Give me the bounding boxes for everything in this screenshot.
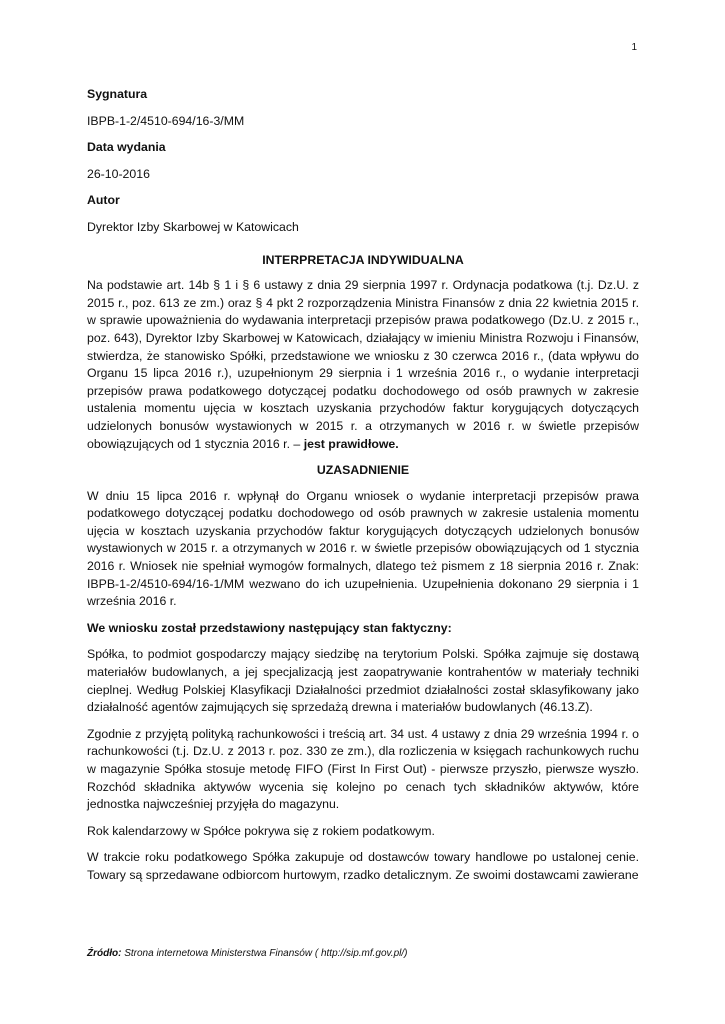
document-title: INTERPRETACJA INDYWIDUALNA [262, 252, 464, 267]
intro-text: Na podstawie art. 14b § 1 i § 6 ustawy z dnia 29 sierpnia 1997 r. Ordynacja podatkowa (t.j. Dz.U. z 2015 r., poz. 613 ze zm.) oraz § 4 pkt 2 rozporządzenia Ministra Finansów z dnia 22 kwietnia 2015 r. w sprawie upoważnienia do wydawania interpretacji przepisów prawa podatkowego (Dz.U. z 2015 r., poz. 643), Dyrektor Izby Skarbowej w Katowicach, działający w imieniu Ministra Rozwoju i Finansów, stwierdza, że stanowisko Spółki, przedstawione we wniosku z 30 czerwca 2016 r., (data wpływu do Organu 15 lipca 2016 r.), uzupełnionym 29 sierpnia i 1 września 2016 r., o wydanie interpretacji przepisów prawa podatkowego dotyczącej podatku dochodowego od osób prawnych w zakresie ustalenia momentu ujęcia w kosztach uzyskania przychodów faktur korygujących dotyczących udzielonych bonusów wystawionych w 2015 r. a otrzymanych w 2016 r. w świetle przepisów obowiązujących od 1 stycznia 2016 r. – [87, 278, 639, 451]
author-value: Dyrektor Izby Skarbowej w Katowicach [87, 219, 299, 234]
page-number: 1 [631, 42, 637, 53]
signature-label: Sygnatura [87, 87, 148, 101]
facts-heading: We wniosku został przedstawiony następujący stan faktyczny: [87, 620, 452, 635]
signature-value: IBPB-1-2/4510-694/16-3/MM [87, 113, 245, 128]
page-footer [87, 948, 407, 959]
paragraph-accounting: Zgodnie z przyjętą polityką rachunkowości i treścią art. 34 ust. 4 ustawy z dnia 29 września 1994 r. o rachunkowości (t.j. Dz.U. z 2013 r. poz. 330 ze zm.), dla rozliczenia w księgach rachunkowych ruchu w magazynie Spółka stosuje metodę FIFO (First In First Out) - pierwsze przyszło, pierwsze wyszło. Rozchód składnika aktywów wycenia się kolejno po cenach tych składników aktywów, które jednostka najwcześniej przyjęła do magazynu. [87, 726, 639, 812]
intro-paragraph [87, 277, 639, 453]
footer-source-text: Strona internetowa Ministerstwa Finansów ( http://sip.mf.gov.pl/) [121, 948, 408, 959]
verdict-text: jest prawidłowe. [303, 436, 399, 451]
paragraph-company: Spółka, to podmiot gospodarczy mający siedzibę na terytorium Polski. Spółka zajmuje się dostawą materiałów budowlanych, a jej specjalizacją jest zaopatrywanie kontrahentów w materiały techniki cieplnej. Według Polskiej Klasyfikacji Działalności przedmiot działalności został sklasyfikowany jako działalność agentów zajmujących się sprzedażą drewna i materiałów budowlanych (46.13.Z). [87, 647, 639, 715]
justification-title: UZASADNIENIE [316, 463, 410, 478]
date-value: 26-10-2016 [87, 166, 150, 181]
paragraph-purchases: W trakcie roku podatkowego Spółka zakupuje od dostawców towary handlowe po ustalonej cenie. Towary są sprzedawane odbiorcom hurtowym, rzadko detalicznym. Ze swoimi dostawcami zawierane [87, 850, 639, 882]
date-label: Data wydania [87, 140, 166, 155]
document-body [87, 86, 639, 885]
paragraph-tax-year: Rok kalendarzowy w Spółce pokrywa się z rokiem podatkowym. [87, 823, 435, 838]
paragraph-request: W dniu 15 lipca 2016 r. wpłynął do Organu wniosek o wydanie interpretacji przepisów prawa podatkowego dotyczącej podatku dochodowego od osób prawnych w zakresie ustalenia momentu ujęcia w kosztach uzyskania przychodów faktur korygujących dotyczących udzielonych bonusów wystawionych w 2015 r. a otrzymanych w 2016 r. w świetle przepisów obowiązujących od 1 stycznia 2016 r. Wniosek nie spełniał wymogów formalnych, dlatego też pismem z 18 sierpnia 2016 r. Znak: IBPB-1-2/4510-694/16-1/MM wezwano do ich uzupełnienia. Uzupełnienia dokonano 29 sierpnia i 1 września 2016 r. [87, 488, 639, 609]
author-label: Autor [87, 193, 120, 208]
footer-source-label: Źródło: [87, 948, 122, 959]
